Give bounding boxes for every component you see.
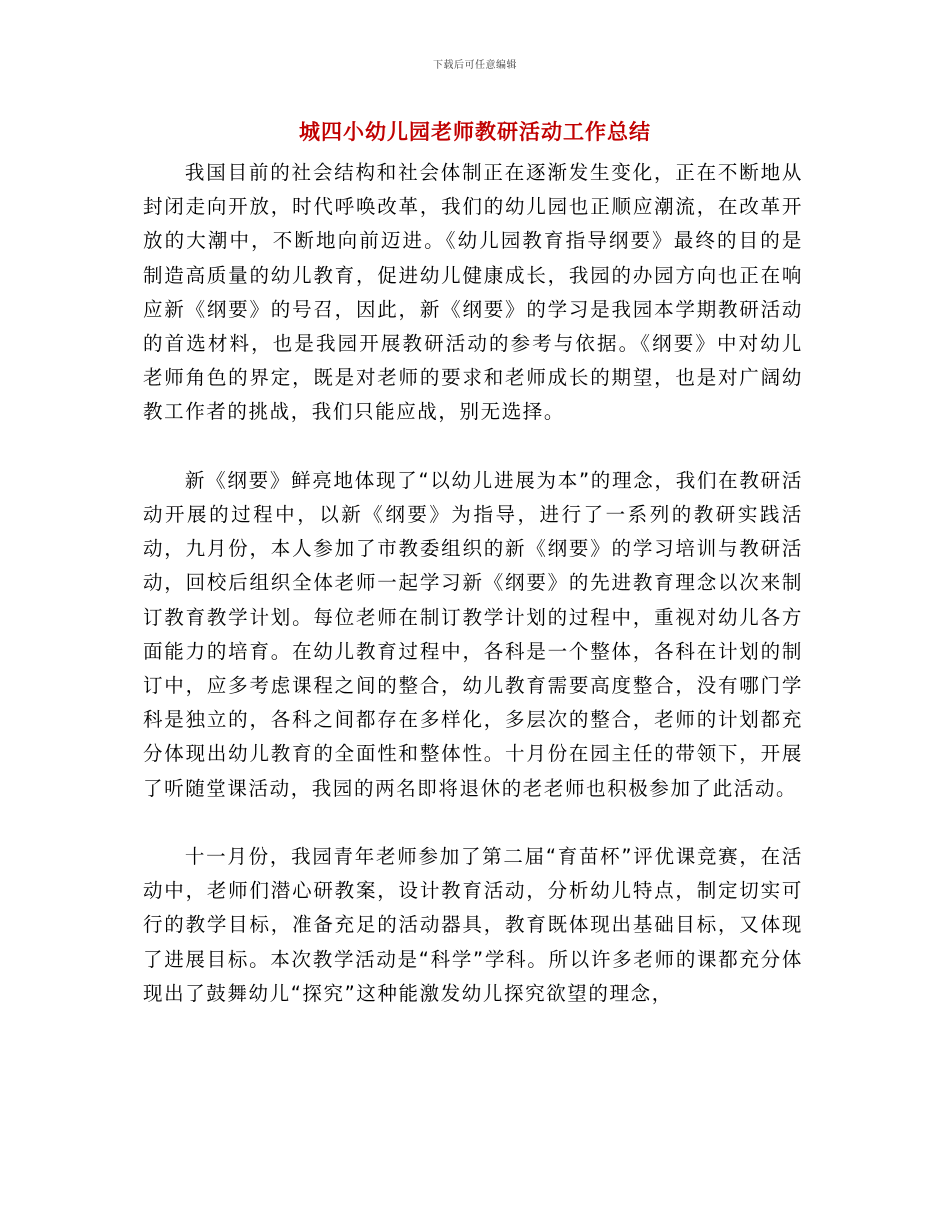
- page-header-note: 下载后可任意编辑: [433, 60, 517, 71]
- paragraph-1: 我国目前的社会结构和社会体制正在逐渐发生变化，正在不断地从封闭走向开放，时代呼唤改革，我们的幼儿园也正顺应潮流，在改革开放的大潮中，不断地向前迈进。《幼儿园教育指导纲要》最终的目的是制造高质量的幼儿教育，促进幼儿健康成长，我园的办园方向也正在响应新《纲要》的号召，因此，新《纲要》的学习是我园本学期教研活动的首选材料，也是我园开展教研活动的参考与依据。《纲要》中对幼儿老师角色的界定，既是对老师的要求和老师成长的期望，也是对广阔幼教工作者的挑战，我们只能应战，别无选择。: [143, 161, 803, 424]
- document-body: [143, 156, 803, 1011]
- document-title: 城四小幼儿园老师教研活动工作总结: [299, 120, 651, 144]
- paragraph-3: 十一月份，我园青年老师参加了第二届“育苗杯”评优课竞赛，在活动中，老师们潜心研教案，设计教育活动，分析幼儿特点，制定切实可行的教学目标，准备充足的活动器具，教育既体现出基础目标，又体现了进展目标。本次教学活动是“科学”学科。所以许多老师的课都充分体现出了鼓舞幼儿“探究”这种能激发幼儿探究欲望的理念，: [143, 845, 803, 1005]
- paragraph-2: 新《纲要》鲜亮地体现了“以幼儿进展为本”的理念，我们在教研活动开展的过程中，以新《纲要》为指导，进行了一系列的教研实践活动，九月份，本人参加了市教委组织的新《纲要》的学习培训与教研活动，回校后组织全体老师一起学习新《纲要》的先进教育理念以次来制订教育教学计划。每位老师在制订教学计划的过程中，重视对幼儿各方面能力的培育。在幼儿教育过程中，各科是一个整体，各科在计划的制订中，应多考虑课程之间的整合，幼儿教育需要高度整合，没有哪门学科是独立的，各科之间都存在多样化，多层次的整合，老师的计划都充分体现出幼儿教育的全面性和整体性。十月份在园主任的带领下，开展了听随堂课活动，我园的两名即将退休的老老师也积极参加了此活动。: [143, 468, 803, 800]
